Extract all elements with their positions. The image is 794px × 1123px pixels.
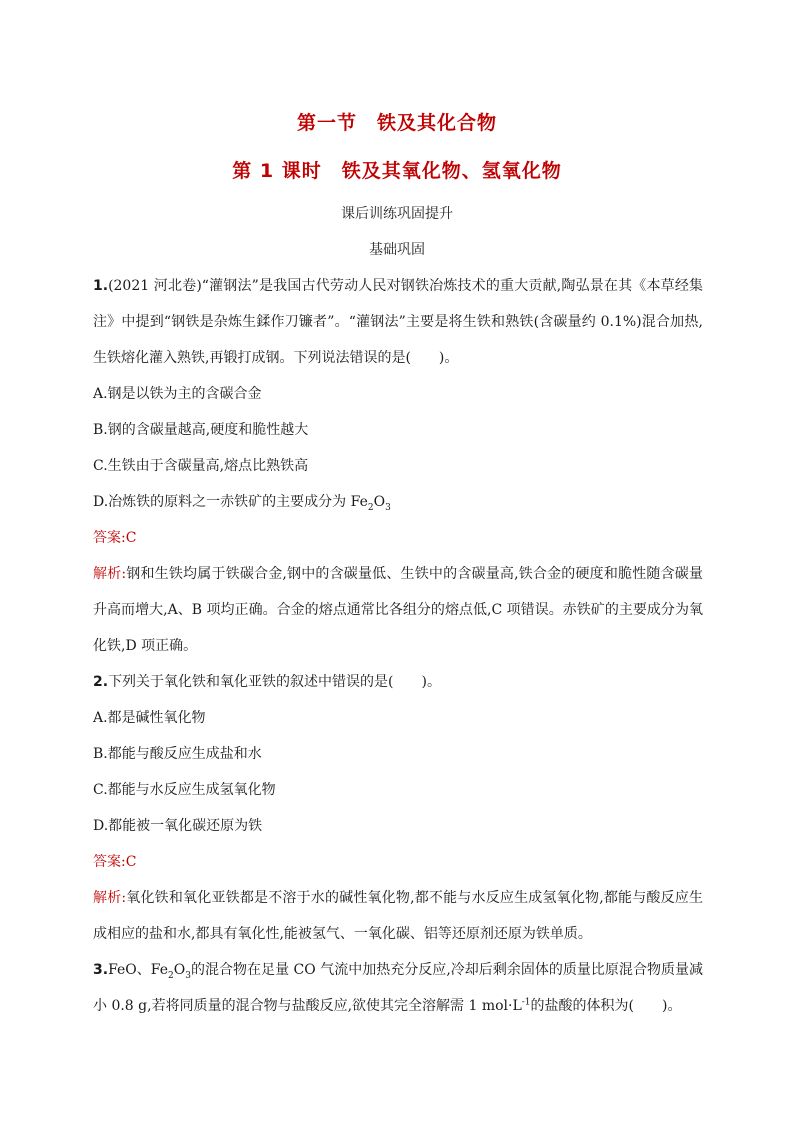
- option-c: C.都能与水反应生成氢氧化物: [93, 782, 276, 798]
- answer-1: 答案:C: [93, 530, 137, 546]
- question-text: FeO、Fe: [108, 962, 169, 978]
- subscript: 3: [385, 502, 391, 513]
- question-number: 3.: [93, 962, 109, 978]
- option-d: D.都能被一氧化碳还原为铁: [93, 818, 263, 834]
- answer-2: 答案:C: [93, 854, 137, 870]
- option-a: A.都是碱性氧化物: [93, 710, 206, 726]
- questions-body: [93, 268, 703, 1024]
- question-2: [93, 664, 703, 700]
- lesson-title: 第 1 课时 铁及其氧化物、氢氧化物: [232, 160, 562, 182]
- option-d-text: D.冶炼铁的原料之一赤铁矿的主要成分为 Fe: [93, 494, 368, 510]
- formula-part: O: [173, 962, 186, 978]
- analysis-text: 氧化铁和氧化亚铁都是不溶于水的碱性氧化物,都不能与水反应生成氢氧化物,都能与酸反应生成相应的盐和水,都具有氧化性,能被氢气、一氧化碳、铝等还原剂还原为铁单质。: [93, 890, 704, 942]
- option-d: [93, 484, 703, 520]
- subscript: 2: [367, 502, 374, 513]
- analysis-1: [93, 556, 703, 664]
- option-c: C.生铁由于含碳量高,熔点比熟铁高: [93, 458, 309, 474]
- subscript: 3: [185, 970, 191, 981]
- question-text: 下列关于氧化铁和氧化亚铁的叙述中错误的是( )。: [108, 674, 441, 690]
- category-heading: 基础巩固: [369, 242, 425, 258]
- subscript: 2: [168, 970, 174, 981]
- question-text: (2021 河北卷)“灌钢法”是我国古代劳动人民对钢铁冶炼技术的重大贡献,陶弘景在其《本草经集注》中提到“钢铁是杂炼生鍒作刀镰者”。“灌钢法”主要是将生铁和熟铁(含碳量约 0.1%)混合加热,生铁熔化灌入熟铁,再锻打成钢。下列说法错误的是( )。: [93, 278, 703, 366]
- exercise-subtitle: 课后训练巩固提升: [341, 206, 453, 222]
- analysis-text: 钢和生铁均属于铁碳合金,钢中的含碳量低、生铁中的含碳量高,铁合金的硬度和脆性随含碳量升高而增大,A、B 项均正确。合金的熔点通常比各组分的熔点低,C 项错误。赤铁矿的主要成分为氧化铁,D 项正确。: [93, 566, 704, 654]
- superscript: -1: [521, 997, 531, 1008]
- section-title: 第一节 铁及其化合物: [296, 112, 497, 134]
- question-3: [93, 952, 703, 1024]
- question-number: 2.: [93, 674, 109, 690]
- analysis-label: 解析:: [93, 890, 127, 906]
- analysis-label: 解析:: [93, 566, 127, 582]
- option-b: B.钢的含碳量越高,硬度和脆性越大: [93, 422, 309, 438]
- formula-part: O: [373, 494, 386, 510]
- option-b: B.都能与酸反应生成盐和水: [93, 746, 262, 762]
- question-text: 的混合物在足量 CO 气流中加热充分反应,冷却后剩余固体的质量比原混合物质量减小 0.8 g,若将同质量的混合物与盐酸反应,欲使其完全溶解需 1 mol·L: [93, 962, 703, 1014]
- question-1: [93, 268, 703, 376]
- question-text: 的盐酸的体积为( )。: [530, 998, 682, 1014]
- question-number: 1.: [93, 278, 109, 294]
- analysis-2: [93, 880, 703, 952]
- option-a: A.钢是以铁为主的含碳合金: [93, 386, 262, 402]
